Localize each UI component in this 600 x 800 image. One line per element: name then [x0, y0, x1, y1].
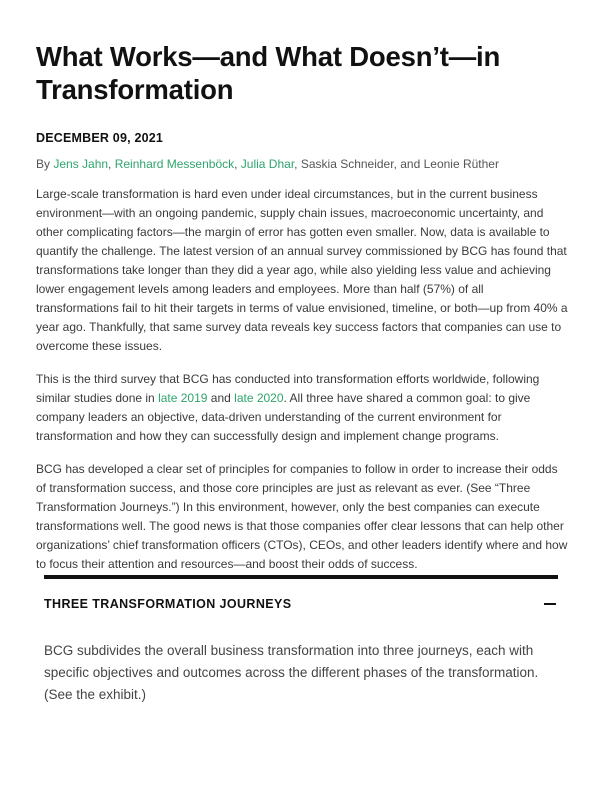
link-late-2020[interactable]: late 2020 — [234, 391, 284, 405]
section-divider — [44, 575, 558, 579]
byline-plain-authors: Saskia Schneider, and Leonie Rüther — [300, 157, 499, 171]
byline — [36, 157, 499, 171]
accordion-body-text: BCG subdivides the overall business transformation into three journeys, each with specific objectives and outcomes across the different phases of the transformation. (See the exhibit.) — [44, 643, 539, 702]
byline-prefix: By — [36, 157, 54, 171]
article-title: What Works—and What Doesn’t—in Transformation — [36, 41, 501, 105]
paragraph-principles: BCG has developed a clear set of principles for companies to follow in order to increase their odds of transformation success, and those core principles are just as relevant as ever. (See “Three Transformation Journeys.”) In this environment, however, only the best companies can execute transformations well. The good news is that those companies offer clear lessons that can help other organizations’ chief transformation officers (CTOs), CEOs, and other leaders identify where and how to focus their attention and resources—and boost their odds of success. — [36, 462, 568, 571]
accordion-title: THREE TRANSFORMATION JOURNEYS — [44, 597, 292, 611]
byline-separator: , — [108, 157, 115, 171]
accordion-toggle-three-journeys[interactable] — [44, 590, 558, 618]
accordion-content — [44, 640, 558, 706]
author-link-jens-jahn[interactable]: Jens Jahn — [53, 157, 109, 171]
publish-date: DECEMBER 09, 2021 — [36, 131, 164, 145]
byline-separator: , — [294, 157, 301, 171]
author-link-julia-dhar[interactable]: Julia Dhar — [240, 157, 295, 171]
byline-separator: , — [234, 157, 241, 171]
link-late-2019[interactable]: late 2019 — [158, 391, 208, 405]
author-link-reinhard-messenboeck[interactable]: Reinhard Messenböck — [114, 157, 235, 171]
paragraph-survey-text-mid: and — [207, 391, 235, 405]
paragraph-survey — [36, 370, 568, 446]
article-body — [36, 185, 568, 588]
paragraph-survey-text-start: This is the third survey that BCG has conducted into transformation efforts worldwide, following similar studies done in — [36, 372, 540, 405]
minus-icon[interactable] — [544, 598, 556, 610]
paragraph-intro: Large-scale transformation is hard even under ideal circumstances, but in the current business environment—with an ongoing pandemic, supply chain issues, macroeconomic uncertainty, and other complicating factors—the margin of error has gotten even smaller. Now, data is available to quantify the challenge. The latest version of an annual survey commissioned by BCG has found that transformations take longer than they did a year ago, while also yielding less value and achieving lower engagement levels among leaders and employees. More than half (57%) of all transformations fail to hit their targets in terms of value envisioned, timeline, or both—up from 40% a year ago. Thankfully, that same survey data reveals key success factors that companies can use to overcome these issues. — [36, 187, 568, 353]
paragraph-survey-text-end: . All three have shared a common goal: to give company leaders an objective, data-driven understanding of the current environment for transformation and how they can successfully design and implement change programs. — [36, 391, 531, 443]
